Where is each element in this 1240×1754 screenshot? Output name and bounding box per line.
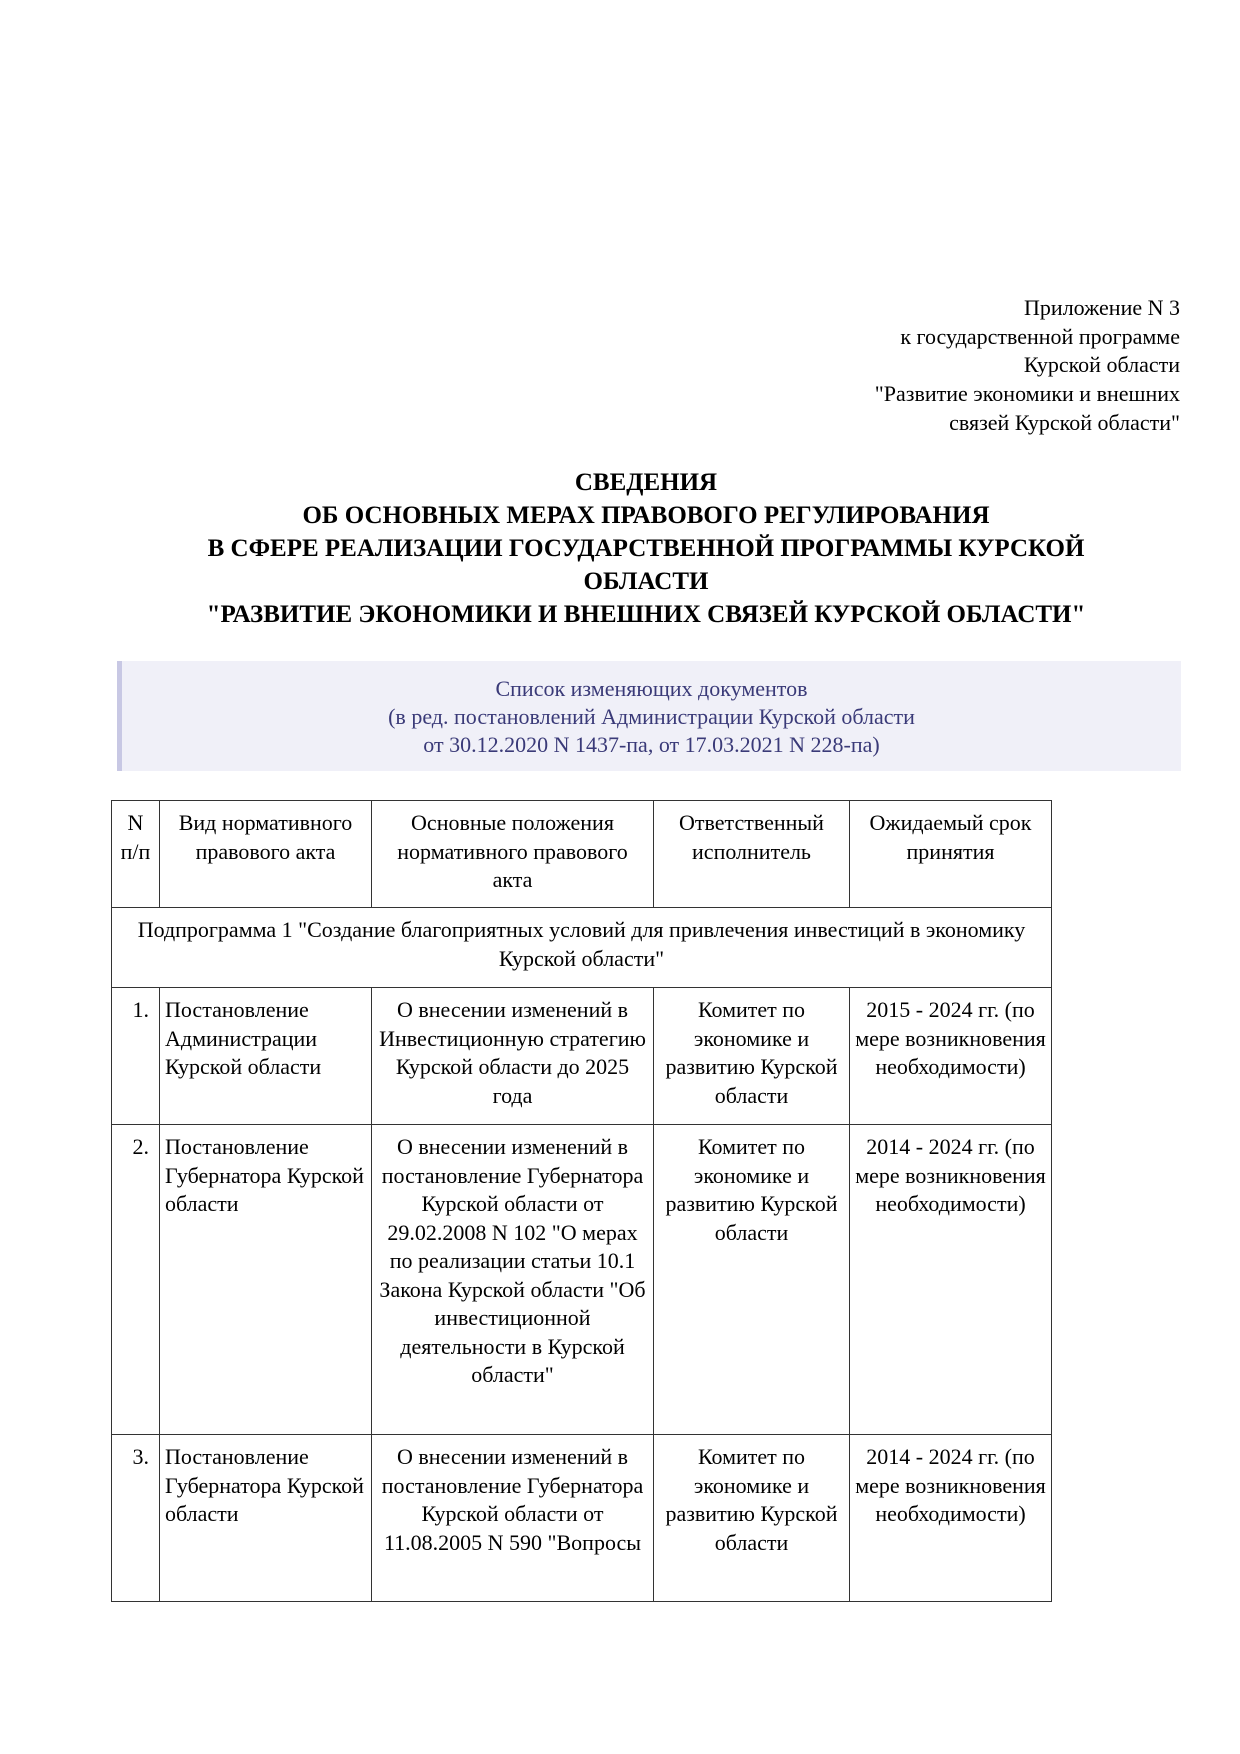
header-executor: Ответственный исполнитель bbox=[654, 801, 850, 908]
subprogram-title: Подпрограмма 1 "Создание благоприятных условий для привлечения инвестиций в экономику Курской области" bbox=[112, 908, 1052, 988]
row-content: О внесении изменений в постановление Губернатора Курской области от 29.02.2008 N 102 "О мерах по реализации статьи 10.1 Закона Курской области "Об инвестиционной деятельности в Курской области" bbox=[372, 1125, 654, 1435]
appendix-line: "Развитие экономики и внешних bbox=[874, 381, 1180, 407]
row-act-type: Постановление Губернатора Курской области bbox=[160, 1435, 372, 1602]
changes-line: (в ред. постановлений Администрации Курской области bbox=[388, 704, 915, 729]
row-number: 1. bbox=[112, 988, 160, 1125]
row-number: 2. bbox=[112, 1125, 160, 1435]
header-term: Ожидаемый срок принятия bbox=[850, 801, 1052, 908]
title-line: В СФЕРЕ РЕАЛИЗАЦИИ ГОСУДАРСТВЕННОЙ ПРОГРАММЫ КУРСКОЙ bbox=[207, 535, 1085, 562]
row-number: 3. bbox=[112, 1435, 160, 1602]
header-content: Основные положения нормативного правового акта bbox=[372, 801, 654, 908]
header-act-type: Вид нормативного правового акта bbox=[160, 801, 372, 908]
row-executor: Комитет по экономике и развитию Курской области bbox=[654, 988, 850, 1125]
table-header-row bbox=[112, 801, 1052, 908]
row-executor: Комитет по экономике и развитию Курской области bbox=[654, 1435, 850, 1602]
title-line: "РАЗВИТИЕ ЭКОНОМИКИ И ВНЕШНИХ СВЯЗЕЙ КУРСКОЙ ОБЛАСТИ" bbox=[206, 601, 1086, 628]
row-term: 2015 - 2024 гг. (по мере возникновения необходимости) bbox=[850, 988, 1052, 1125]
subprogram-row bbox=[112, 908, 1052, 988]
row-content: О внесении изменений в Инвестиционную стратегию Курской области до 2025 года bbox=[372, 988, 654, 1125]
document-title bbox=[111, 466, 1181, 631]
appendix-note bbox=[875, 294, 1180, 438]
row-content: О внесении изменений в постановление Губернатора Курской области от 11.08.2005 N 590 "Вопросы bbox=[372, 1435, 654, 1602]
measures-table bbox=[111, 800, 1052, 1602]
appendix-line: Приложение N 3 bbox=[1024, 295, 1180, 320]
table-row bbox=[112, 1125, 1052, 1435]
changes-line: Список изменяющих документов bbox=[495, 676, 808, 701]
header-number: N п/п bbox=[112, 801, 160, 908]
table-row bbox=[112, 1435, 1052, 1602]
row-executor: Комитет по экономике и развитию Курской области bbox=[654, 1125, 850, 1435]
table-row bbox=[112, 988, 1052, 1125]
appendix-line: Курской области bbox=[1023, 352, 1180, 378]
title-line: ОБ ОСНОВНЫХ МЕРАХ ПРАВОВОГО РЕГУЛИРОВАНИЯ bbox=[302, 502, 990, 529]
appendix-line: к государственной программе bbox=[900, 323, 1180, 349]
changing-documents-box bbox=[117, 661, 1181, 771]
changes-line: от 30.12.2020 N 1437-па, от 17.03.2021 N 228-па) bbox=[423, 732, 880, 757]
row-act-type: Постановление Администрации Курской области bbox=[160, 988, 372, 1125]
row-act-type: Постановление Губернатора Курской области bbox=[160, 1125, 372, 1435]
title-line: СВЕДЕНИЯ bbox=[574, 469, 718, 496]
row-term: 2014 - 2024 гг. (по мере возникновения необходимости) bbox=[850, 1125, 1052, 1435]
row-term: 2014 - 2024 гг. (по мере возникновения необходимости) bbox=[850, 1435, 1052, 1602]
appendix-line: связей Курской области" bbox=[949, 409, 1180, 435]
title-line: ОБЛАСТИ bbox=[583, 568, 709, 595]
